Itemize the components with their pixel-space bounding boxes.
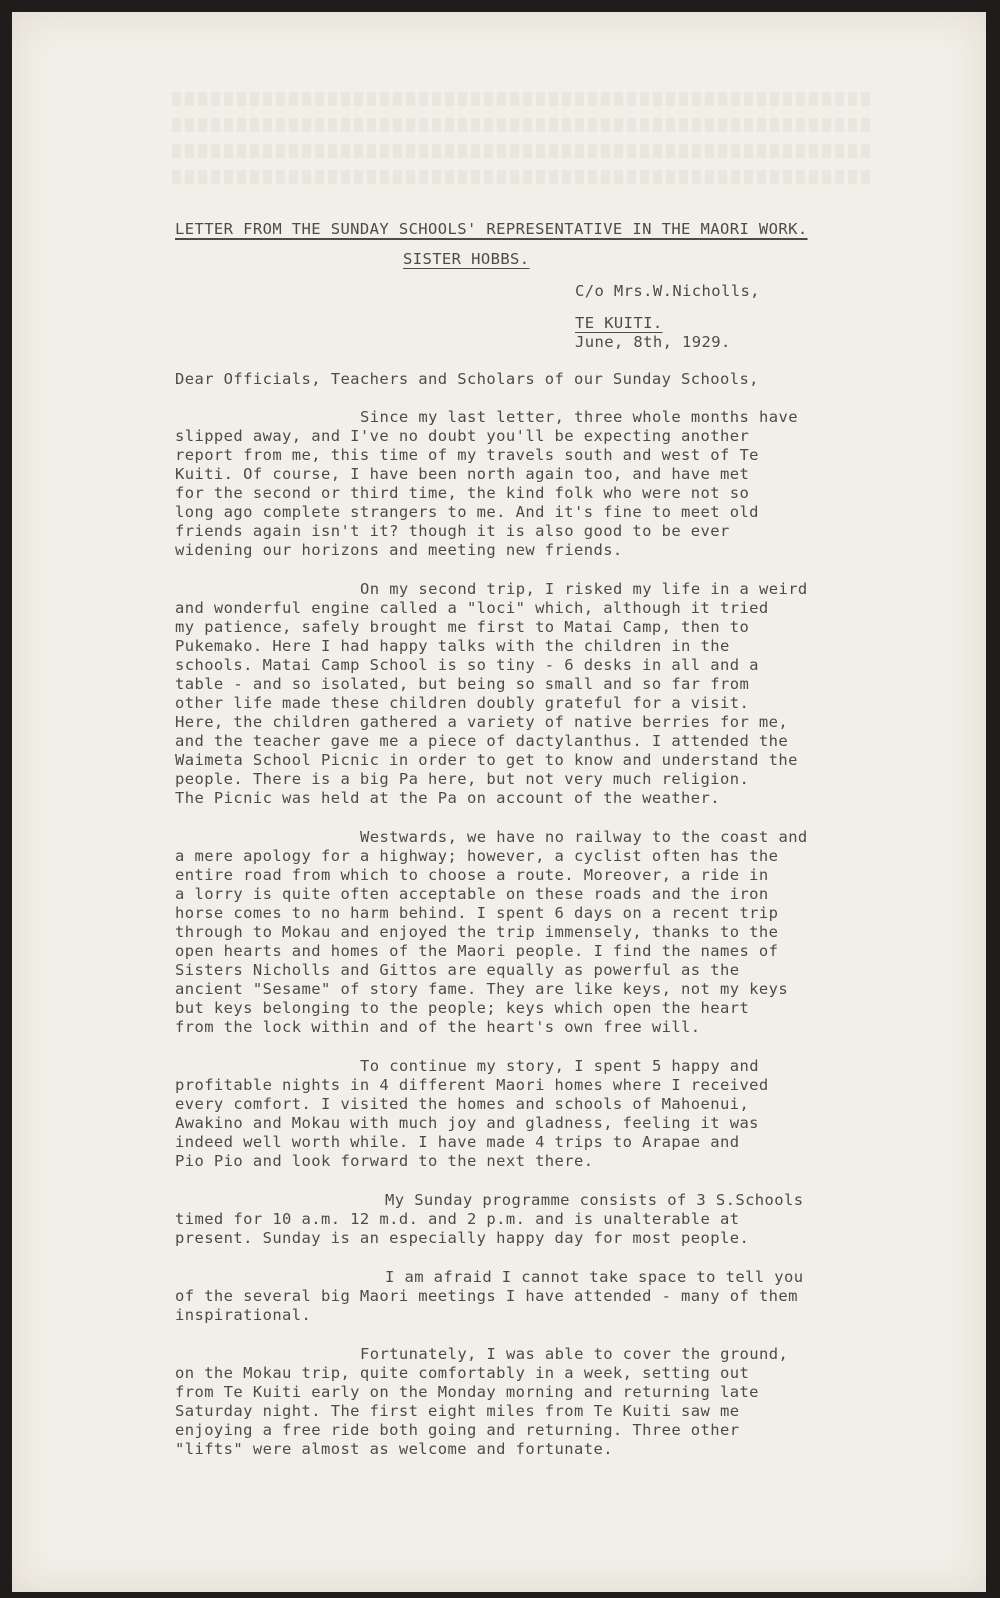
paragraph-line: timed for 10 a.m. 12 m.d. and 2 p.m. and is unalterable at [175,1210,740,1228]
paragraph-line: a mere apology for a highway; however, a cyclist often has the [175,847,779,865]
paragraph-line: open hearts and homes of the Maori people. I find the names of [175,942,779,960]
paragraph-line: schools. Matai Camp School is so tiny - 6 desks in all and a [175,656,759,674]
address-town: TE KUITI. [575,314,663,332]
paragraph-line: The Picnic was held at the Pa on account of the weather. [175,789,720,807]
salutation: Dear Officials, Teachers and Scholars of our Sunday Schools, [175,370,759,388]
paragraph-line: My Sunday programme consists of 3 S.Schools [385,1191,804,1209]
paragraph-line: entire road from which to choose a route. Moreover, a ride in [175,866,769,884]
letter-title: LETTER FROM THE SUNDAY SCHOOLS' REPRESENTATIVE IN THE MAORI WORK. [175,220,808,238]
letter-paragraph [175,580,915,808]
paragraph-line: Saturday night. The first eight miles from Te Kuiti saw me [175,1402,740,1420]
paragraph-line: long ago complete strangers to me. And it's fine to meet old [175,503,759,521]
letter-body [175,220,915,1459]
paragraph-line: Here, the children gathered a variety of native berries for me, [175,713,789,731]
paragraph-line: Kuiti. Of course, I have been north again too, and have met [175,465,750,483]
paragraph-line: horse comes to no harm behind. I spent 6 days on a recent trip [175,904,779,922]
paragraph-line: present. Sunday is an especially happy day for most people. [175,1229,750,1247]
paragraph-line: Fortunately, I was able to cover the ground, [360,1345,789,1363]
paragraph-line: and wonderful engine called a "loci" which, although it tried [175,599,769,617]
paragraph-line: Since my last letter, three whole months have [360,408,798,426]
letter-page [12,12,986,1592]
letter-author: SISTER HOBBS. [403,250,530,268]
paragraph-line: people. There is a big Pa here, but not very much religion. [175,770,750,788]
paragraph-line: on the Mokau trip, quite comfortably in a week, setting out [175,1364,750,1382]
paragraph-line: other life made these children doubly grateful for a visit. [175,694,750,712]
sender-address [575,282,915,352]
paragraph-line: of the several big Maori meetings I have attended - many of them [175,1287,798,1305]
paragraph-line: a lorry is quite often acceptable on these roads and the iron [175,885,769,903]
paragraph-line: indeed well worth while. I have made 4 trips to Arapae and [175,1133,740,1151]
letter-paragraphs [175,408,915,1459]
paragraph-line: "lifts" were almost as welcome and fortunate. [175,1440,613,1458]
paragraph-line: table - and so isolated, but being so small and so far from [175,675,750,693]
paragraph-line: slipped away, and I've no doubt you'll be expecting another [175,427,750,445]
paragraph-line: Waimeta School Picnic in order to get to know and understand the [175,751,798,769]
letter-date: June, 8th, 1929. [575,333,731,351]
paragraph-line: ancient "Sesame" of story fame. They are like keys, not my keys [175,980,789,998]
paragraph-line: widening our horizons and meeting new friends. [175,541,623,559]
letter-paragraph [175,1057,915,1171]
paragraph-line: Pio Pio and look forward to the next there. [175,1152,594,1170]
paragraph-line: Awakino and Mokau with much joy and gladness, feeling it was [175,1114,759,1132]
paragraph-line: from the lock within and of the heart's own free will. [175,1018,701,1036]
letter-paragraph [175,828,915,1037]
paragraph-line: and the teacher gave me a piece of dactylanthus. I attended the [175,732,789,750]
paragraph-line: Sisters Nicholls and Gittos are equally as powerful as the [175,961,740,979]
paragraph-line: through to Mokau and enjoyed the trip immensely, thanks to the [175,923,779,941]
address-line: C/o Mrs.W.Nicholls, [575,282,760,300]
paragraph-line: friends again isn't it? though it is also good to be ever [175,522,730,540]
letter-paragraph [175,1268,915,1325]
paragraph-line: inspirational. [175,1306,312,1324]
paragraph-line: enjoying a free ride both going and returning. Three other [175,1421,740,1439]
paragraph-line: from Te Kuiti early on the Monday morning and returning late [175,1383,759,1401]
paragraph-line: I am afraid I cannot take space to tell you [385,1268,804,1286]
paragraph-line: profitable nights in 4 different Maori homes where I received [175,1076,769,1094]
paragraph-line: my patience, safely brought me first to Matai Camp, then to [175,618,750,636]
paragraph-line: every comfort. I visited the homes and schools of Mahoenui, [175,1095,750,1113]
paragraph-line: for the second or third time, the kind folk who were not so [175,484,750,502]
letter-paragraph [175,1345,915,1459]
paragraph-line: Pukemako. Here I had happy talks with the children in the [175,637,730,655]
letter-paragraph [175,408,915,560]
show-through-text [172,92,872,212]
paragraph-line: To continue my story, I spent 5 happy and [360,1057,760,1075]
letter-paragraph [175,1191,915,1248]
paragraph-line: On my second trip, I risked my life in a weird [360,580,808,598]
paragraph-line: report from me, this time of my travels south and west of Te [175,446,759,464]
paragraph-line: but keys belonging to the people; keys which open the heart [175,999,750,1017]
paragraph-line: Westwards, we have no railway to the coast and [360,828,808,846]
